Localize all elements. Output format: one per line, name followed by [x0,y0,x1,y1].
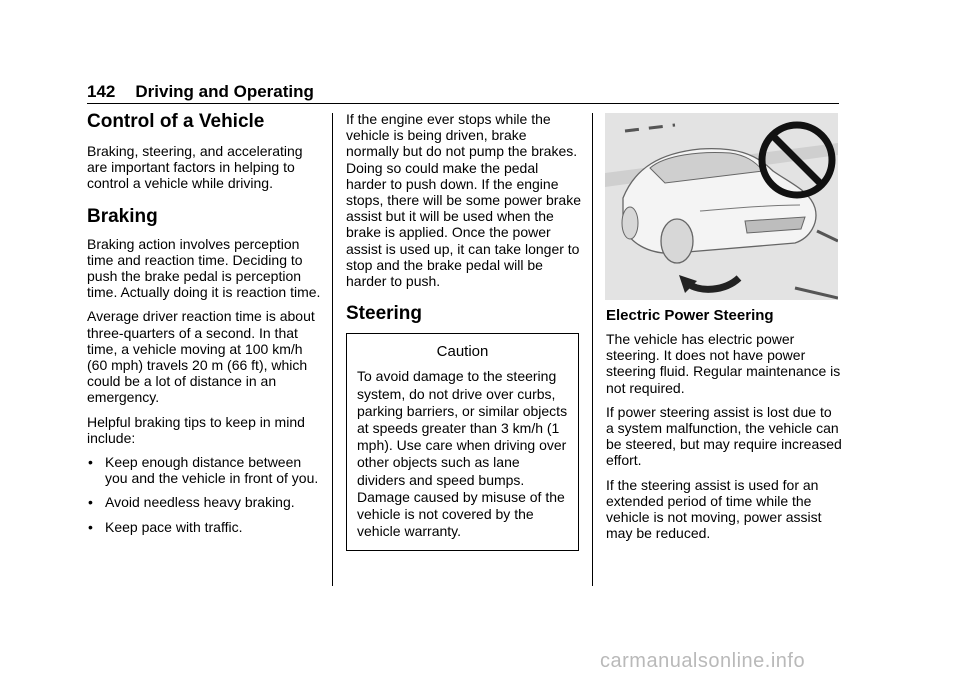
car-rear-wheel [622,207,638,239]
bullet-icon: • [88,454,93,471]
intro-paragraph: Braking, steering, and accelerating are important factors in helping to control a vehicle while driving. [87,143,303,192]
engine-stop-paragraph: If the engine ever stops while the vehicle is being driven, brake normally but do not pump the brakes. Doing so could make the pedal harder to push down. If the engine stops, there will be some power brake assist but it will be used when the brake is applied. Once the power assist is used up, it can take longer to stop and the brake pedal will be harder to push. [346,111,581,290]
car-front-wheel [661,219,693,263]
column-2 [346,111,582,551]
list-item: • Keep pace with traffic. [88,518,243,535]
list-item: • Avoid needless heavy braking. [88,494,295,511]
heading-electric-power-steering: Electric Power Steering [606,307,774,324]
eps-paragraph-3: If the steering assist is used for an extended period of time while the vehicle is not moving, power assist may be reduced. [606,476,822,542]
column-3 [606,307,842,549]
caution-box [346,333,579,551]
page-header [87,82,838,102]
column-divider-1 [332,113,333,586]
braking-paragraph-1: Braking action involves perception time and reaction time. Deciding to push the brake pedal is perception time. Actually doing it is reaction time. [87,235,321,301]
watermark: carmanualsonline.info [600,650,806,672]
heading-steering: Steering [346,303,423,325]
bullet-icon: • [88,518,93,535]
heading-braking: Braking [87,205,158,227]
column-divider-2 [592,113,593,586]
heading-control-of-a-vehicle: Control of a Vehicle [87,111,265,132]
section-title: Driving and Operating [135,82,314,101]
car-curb-prohibited-illustration [605,113,838,300]
caution-text: To avoid damage to the steering system, do not drive over curbs, parking barriers, or similar objects at speeds greater than 3 km/h (1 mph). Use care when driving over other objects such as lane dividers and speed bumps. Damage caused by misuse of the vehicle is not covered by the vehicle warranty. [357,368,568,540]
braking-paragraph-3: Helpful braking tips to keep in mind include: [87,413,305,446]
page-number: 142 [87,82,116,101]
braking-tips-list [87,454,323,535]
braking-paragraph-2: Average driver reaction time is about three-quarters of a second. In that time, a vehicle moving at 100 km/h (60 mph) travels 20 m (66 ft), which could be a lot of distance in an emergency. [87,308,315,406]
eps-paragraph-1: The vehicle has electric power steering. It does not have power steering fluid. Regular maintenance is not required. [606,331,841,396]
eps-paragraph-2: If power steering assist is lost due to a system malfunction, the vehicle can be steered, but may require increased effort. [606,403,842,469]
bullet-icon: • [88,494,93,511]
list-item: • Keep enough distance between you and the vehicle in front of you. [88,454,319,487]
header-rule [87,103,839,104]
caution-title: Caution [436,343,489,361]
column-1 [87,111,323,543]
